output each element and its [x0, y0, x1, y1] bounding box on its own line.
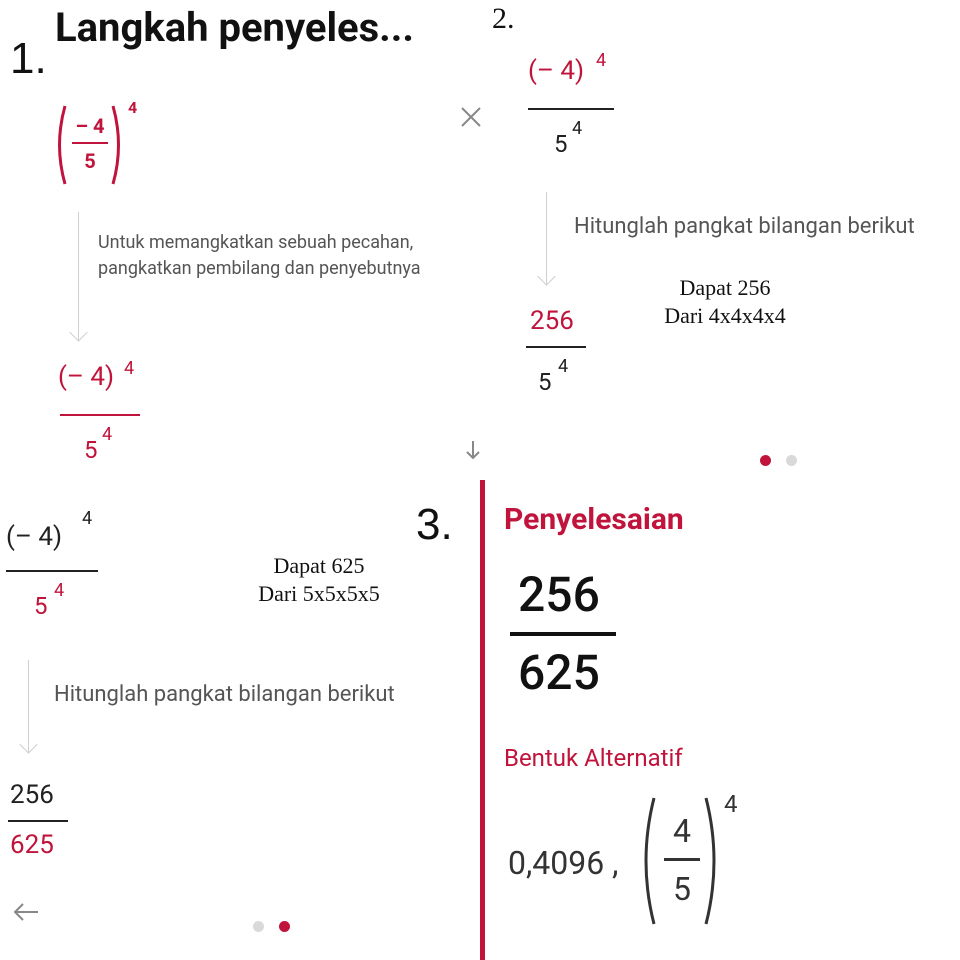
explanation-text: Untuk memangkatkan sebuah pecahan, pangkatkan pembilang dan penyebutnya [98, 232, 421, 279]
fraction-bar [526, 346, 586, 348]
step2-den-exponent: 4 [572, 118, 583, 139]
result-step2 [526, 306, 606, 406]
step-connector [78, 212, 79, 340]
step2-result-numerator: 256 [530, 306, 574, 336]
fraction-bar [72, 142, 108, 144]
right-paren [110, 104, 126, 186]
alt-denominator: 5 [673, 870, 691, 908]
step3-den-exponent: 4 [54, 580, 65, 601]
step2-numerator: (– 4) [528, 56, 585, 86]
pager-dot-active[interactable] [760, 455, 771, 466]
result-step3 [8, 780, 88, 870]
page-title: Langkah penyeles... [55, 4, 414, 51]
arrow-down-icon[interactable] [464, 440, 482, 460]
right-paren [702, 796, 724, 926]
pager-dot[interactable] [786, 455, 797, 466]
result-num-exponent: 4 [124, 358, 135, 379]
step2-num-exponent: 4 [596, 50, 607, 71]
expr-numerator: – 4 [75, 114, 105, 138]
arrow-down-icon [69, 323, 87, 341]
step2-denominator: 5 [554, 130, 568, 158]
fraction-bar [6, 570, 98, 572]
step3-result-numerator: 256 [10, 780, 54, 810]
expression-step3 [6, 508, 116, 618]
step3-num-exponent: 4 [82, 508, 93, 529]
alt-numerator: 4 [673, 812, 691, 850]
handwritten-note [234, 552, 404, 608]
result-numerator: (– 4) [58, 362, 115, 392]
pager-dot-active[interactable] [279, 921, 290, 932]
note-line-1: Dapat 256 [679, 275, 771, 300]
arrow-down-icon [537, 267, 555, 285]
arrow-down-icon [19, 735, 37, 753]
alt-form-heading: Bentuk Alternatif [504, 744, 683, 772]
step3-numerator: (– 4) [6, 522, 63, 552]
left-paren [636, 796, 658, 926]
panel-divider [480, 480, 485, 960]
fraction-bar [664, 858, 700, 861]
step3-denominator: 5 [34, 592, 48, 620]
answer-fraction [510, 566, 620, 706]
expr-denominator: 5 [84, 149, 96, 173]
answer-numerator: 256 [518, 566, 600, 623]
hint-text: Hitunglah pangkat bilangan berikut [574, 214, 915, 239]
expression-step2 [528, 50, 628, 166]
alt-decimal: 0,4096 , [508, 844, 619, 882]
expression-original [52, 98, 152, 194]
pager-dot[interactable] [253, 921, 264, 932]
answer-denominator: 625 [518, 644, 600, 701]
fraction-bar [60, 414, 140, 416]
fraction-bar [528, 108, 614, 110]
fraction-bar [8, 820, 68, 822]
step-label-1: 1. [10, 34, 47, 83]
step3-result-denominator: 625 [10, 830, 54, 860]
fraction-bar [510, 632, 616, 636]
hint-text: Hitunglah pangkat bilangan berikut [54, 682, 395, 707]
note-line-2: Dari 5x5x5x5 [258, 581, 380, 606]
alt-exponent: 4 [724, 790, 738, 818]
step2-result-denominator: 5 [538, 368, 552, 396]
expression-result [58, 358, 158, 472]
expr-exponent: 4 [128, 98, 138, 117]
note-line-2: Dari 4x4x4x4 [664, 303, 786, 328]
arrow-left-icon[interactable] [12, 902, 40, 922]
close-icon[interactable] [460, 106, 482, 128]
result-denominator: 5 [84, 436, 98, 464]
note-line-1: Dapat 625 [273, 553, 365, 578]
alt-fraction-expression [636, 790, 756, 930]
left-paren [52, 104, 68, 186]
step2-result-den-exponent: 4 [558, 356, 569, 377]
step-label-3: 3. [416, 500, 453, 549]
handwritten-note [640, 274, 810, 330]
solution-heading: Penyelesaian [504, 502, 684, 537]
step-label-2: 2. [492, 2, 515, 35]
result-den-exponent: 4 [102, 424, 113, 445]
